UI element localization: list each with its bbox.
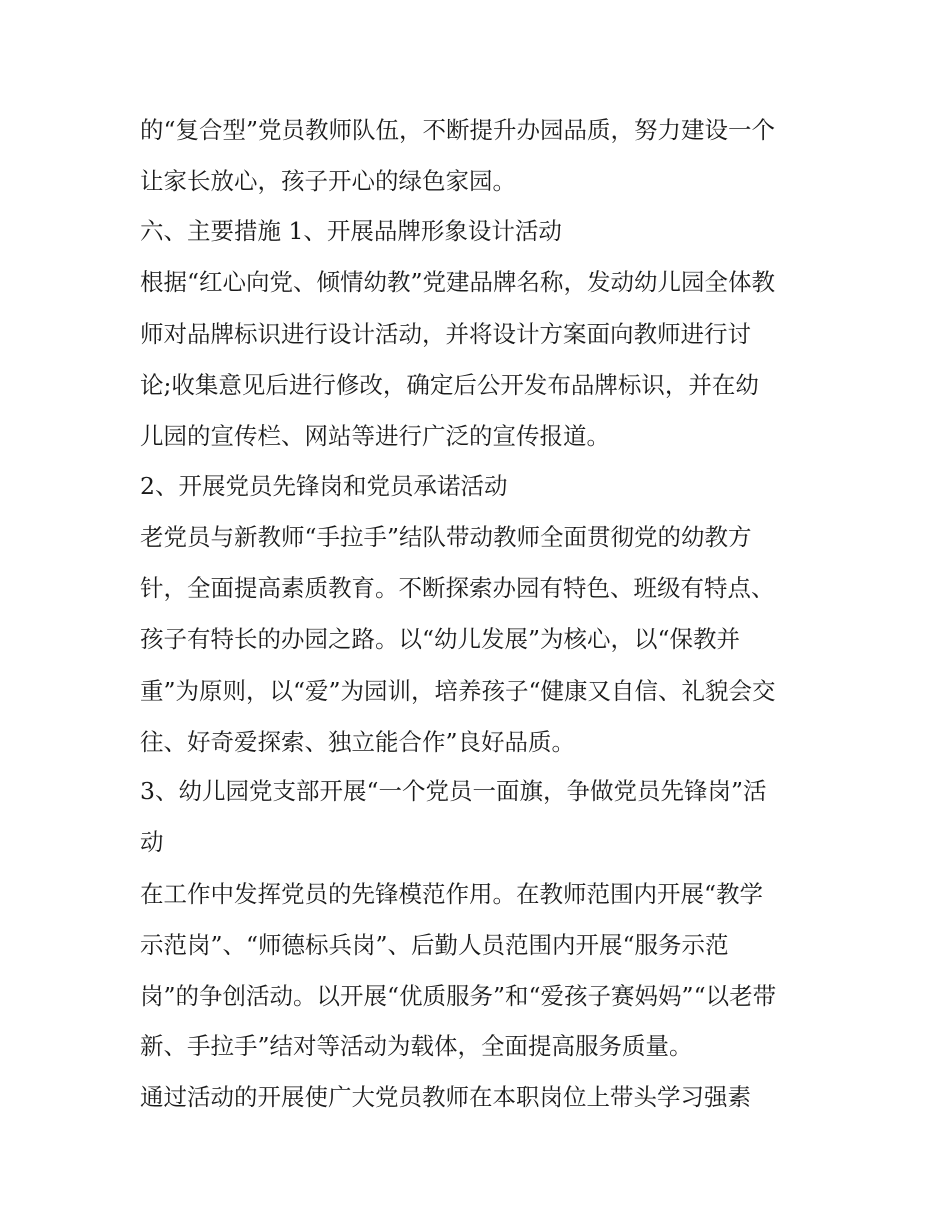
text-line: 的“复合型”党员教师队伍，不断提升办园品质，努力建设一个	[140, 116, 776, 144]
text-line: 师对品牌标识进行设计活动，并将设计方案面向教师进行讨	[140, 320, 751, 348]
text-line: 岗”的争创活动。以开展“优质服务”和“爱孩子赛妈妈”“以老带	[140, 982, 777, 1010]
text-line: 通过活动的开展使广大党员教师在本职岗位上带头学习强素	[140, 1083, 751, 1111]
section-heading: 动	[140, 828, 164, 856]
text-line: 让家长放心，孩子开心的绿色家园。	[140, 167, 516, 195]
text-line: 往、好奇爱探索、独立能合作”良好品质。	[140, 728, 576, 756]
text-line: 重”为原则，以“爱”为园训，培养孩子“健康又自信、礼貌会交	[140, 677, 776, 705]
section-heading: 2、开展党员先锋岗和党员承诺活动	[140, 472, 508, 500]
text-line: 针，全面提高素质教育。不断探索办园有特色、班级有特点、	[140, 574, 775, 602]
text-line: 示范岗”、“师德标兵岗”、后勤人员范围内开展“服务示范	[140, 931, 729, 959]
text-line: 儿园的宣传栏、网站等进行广泛的宣传报道。	[140, 422, 610, 450]
text-line: 根据“红心向党、倾情幼教”党建品牌名称，发动幼儿园全体教	[140, 268, 776, 296]
text-line: 论;收集意见后进行修改，确定后公开发布品牌标识，并在幼	[140, 371, 759, 399]
text-line: 在工作中发挥党员的先锋模范作用。在教师范围内开展“教学	[140, 880, 764, 908]
text-line: 老党员与新教师“手拉手”结队带动教师全面贯彻党的幼教方	[140, 523, 752, 551]
section-heading: 六、主要措施 1、开展品牌形象设计活动	[140, 217, 562, 245]
text-line: 孩子有特长的办园之路。以“幼儿发展”为核心，以“保教并	[140, 625, 741, 653]
section-heading: 3、幼儿园党支部开展“一个党员一面旗，争做党员先锋岗”活	[140, 777, 767, 805]
text-line: 新、手拉手”结对等活动为载体，全面提高服务质量。	[140, 1032, 693, 1060]
